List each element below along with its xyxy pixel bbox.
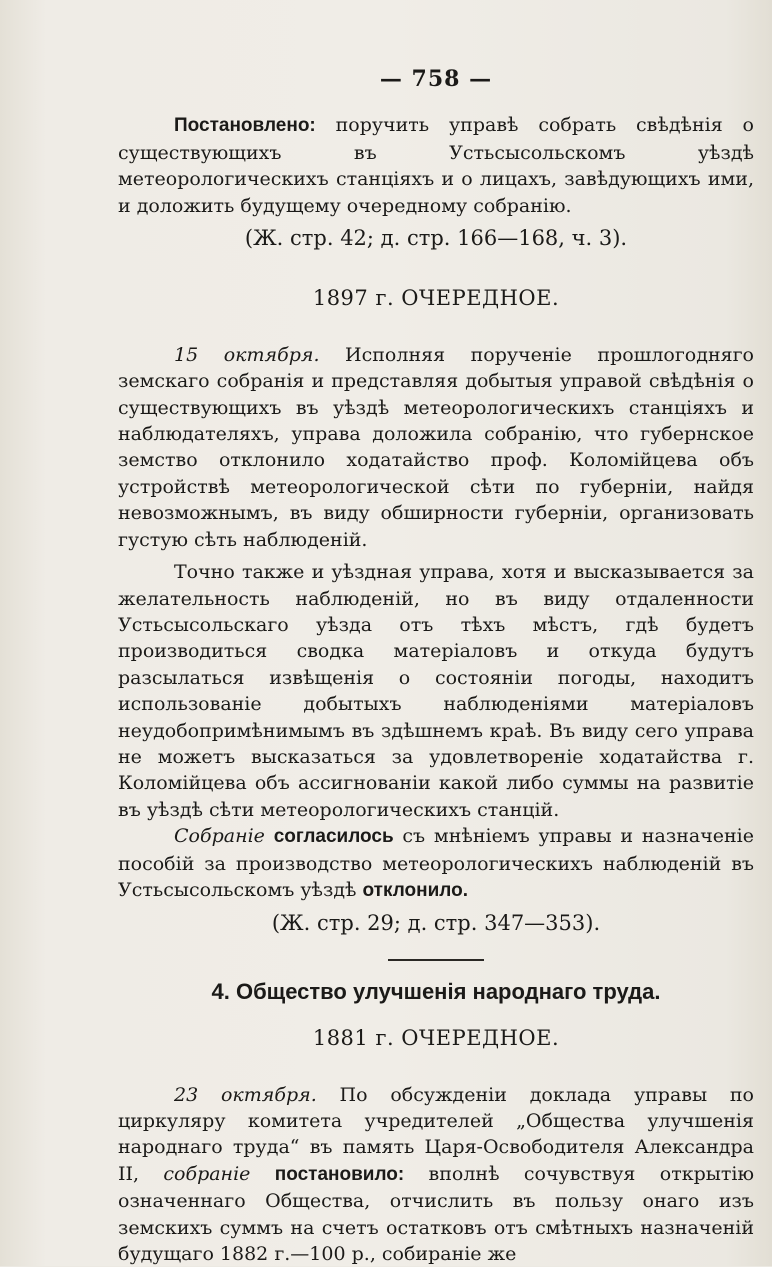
paragraph-sobranie-decision bbox=[118, 823, 754, 904]
date-oct-15: 15 октября. bbox=[174, 343, 320, 366]
paragraph-uezd-uprava: Точно также и уѣздная управа, хотя и высказывается за желательность наблюденій, но въ виду отдаленности Устьсысольскаго уѣзда отъ тѣхъ мѣстъ, гдѣ будетъ производиться сводка матеріаловъ и откуда будутъ разсылаться извѣщенія о состояніи погоды, находитъ использованіе добытыхъ наблюденіями матеріаловъ неудобопримѣнимымъ въ здѣшнемъ краѣ. Въ виду сего управа не можетъ высказаться за удовлетвореніе ходатайства г. Коломійцева объ ассигнованіи какой либо суммы на развитіе въ уѣздѣ сѣти метеорологическихъ станцій. bbox=[118, 561, 754, 821]
reference-line-2: (Ж. стр. 29; д. стр. 347—353). bbox=[271, 911, 601, 936]
section-divider bbox=[388, 959, 484, 961]
resolution-text: поручить управѣ собрать свѣдѣнія о существующихъ въ Устьсысольскомъ уѣздѣ метеорологическихъ станціяхъ и о лицахъ, завѣдующихъ ими, и доложить будущему очередному собранію. bbox=[118, 114, 754, 217]
reference-line-1: (Ж. стр. 42; д. стр. 166—168, ч. 3). bbox=[244, 226, 628, 251]
page-content bbox=[118, 66, 754, 1267]
session-heading-1881: 1881 г. ОЧЕРЕДНОЕ. bbox=[312, 1026, 560, 1051]
declined-label: отклонило. bbox=[362, 879, 469, 901]
resolved-label: Постановлено: bbox=[174, 115, 316, 137]
sobranie-word-2: собраніе bbox=[163, 1162, 251, 1185]
decision-text: съ мнѣніемъ управы и назначеніе пособій за производство метеорологическихъ наблюденій въ Устьсысольскомъ уѣздѣ bbox=[118, 825, 754, 901]
paragraph-oct-23-text-b: вполнѣ сочувствуя открытію означеннаго Общества, отчислить въ пользу онаго изъ земскихъ суммъ на счетъ остатковъ отъ смѣтныхъ назначеній будущаго 1882 г.—100 р., собираніе же bbox=[118, 1162, 754, 1266]
resolution-paragraph bbox=[118, 112, 754, 219]
agreed-label: согласилось bbox=[273, 826, 394, 848]
section-title-society: 4. Общество улучшенія народнаго труда. bbox=[211, 978, 661, 1004]
paragraph-oct-23-text-a: По обсужденіи доклада управы по циркуляру комитета учредителей „Общества улучшенія народнаго труда“ въ память Царя-Освободителя Александра II, bbox=[118, 1083, 754, 1185]
resolved-label-2: постановило: bbox=[274, 1163, 405, 1185]
session-heading-1897: 1897 г. ОЧЕРЕДНОЕ. bbox=[312, 286, 560, 311]
page-number: — 758 — bbox=[379, 66, 493, 92]
paragraph-oct-15-text: Исполняя порученіе прошлогодняго земскаго собранія и представляя добытыя управой свѣдѣнія о существующихъ въ уѣздѣ метеорологическихъ станціяхъ и наблюдателяхъ, управа доложила собранію, что губернское земство отклонило ходатайство проф. Коломійцева объ устройствѣ метеорологической сѣти по губерніи, найдя невозможнымъ, въ виду обширности губерніи, организовать густую сѣть наблюденій. bbox=[118, 343, 754, 551]
date-oct-23: 23 октября. bbox=[174, 1083, 317, 1106]
paragraph-oct-15 bbox=[118, 342, 754, 553]
sobranie-word: Собраніе bbox=[174, 825, 265, 848]
paragraph-oct-23 bbox=[118, 1082, 754, 1267]
